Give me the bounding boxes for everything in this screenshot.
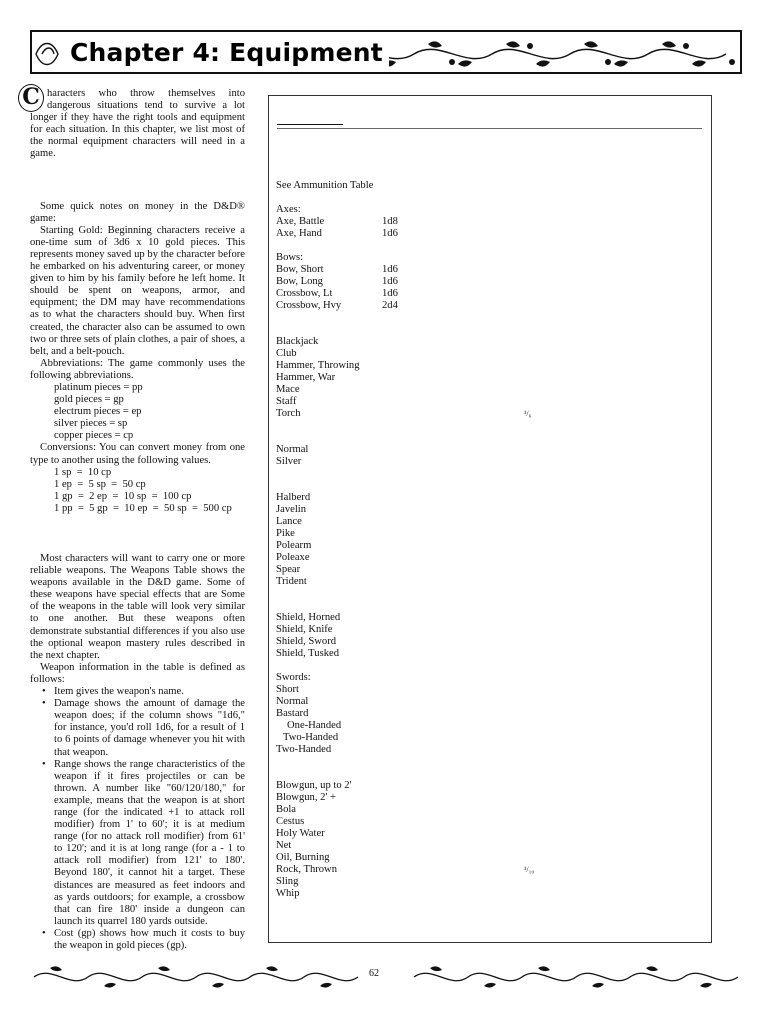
table-item-cell: Blackjack (276, 336, 319, 347)
table-item-cell: Trident (276, 576, 307, 587)
table-row (276, 636, 336, 648)
table-item-cell: Net (276, 840, 292, 851)
table-row (276, 516, 302, 528)
conversion-line: 1 gp = 2 ep = 10 sp = 100 cp (54, 490, 192, 502)
table-item-cell: Club (276, 348, 297, 359)
table-row (276, 648, 339, 660)
body-text-column (22, 84, 245, 952)
table-row (276, 444, 308, 456)
list-item: • Damage shows the amount of damage the weapon does; if the column shows "1d6," for instance, you'd roll 1d6, for a result of 1 to 6 points of damage whenever you hit with that weapon. (42, 698, 245, 758)
table-row (276, 180, 373, 192)
table-item-cell: Crossbow, Hvy (276, 300, 342, 311)
conversion-line: 1 sp = 10 cp (54, 466, 112, 478)
table-item-cell: Shield, Knife (276, 624, 333, 635)
table-item-cell: Javelin (276, 504, 307, 515)
table-row (276, 852, 330, 864)
table-item-cell: Sling (276, 876, 299, 887)
weapons-table (268, 95, 712, 943)
table-row (276, 396, 296, 408)
table-row (276, 552, 310, 564)
table-damage-cell: 1d6 (382, 276, 398, 287)
table-row (276, 360, 360, 372)
chapter-title: Chapter 4: Equipment (70, 37, 383, 67)
table-item-cell: Two-Handed (283, 732, 339, 743)
table-row (276, 576, 307, 588)
table-item-cell: Bastard (276, 708, 309, 719)
table-item-cell: Shield, Horned (276, 612, 341, 623)
chapter-banner (30, 30, 742, 74)
footer-vine-ornament-icon (30, 962, 742, 992)
abbreviation-line: platinum pieces = pp (54, 381, 143, 393)
abbreviation-line: gold pieces = gp (54, 394, 124, 406)
table-row (283, 732, 338, 744)
table-row (276, 744, 331, 756)
table-item-cell: Spear (276, 564, 301, 575)
table-row (276, 276, 398, 288)
table-item-cell: Shield, Sword (276, 636, 337, 647)
table-item-cell: Crossbow, Lt (276, 288, 333, 299)
abbreviations-paragraph: Abbreviations: The game commonly uses the following abbreviations. (30, 357, 245, 381)
table-item-cell: Bows: (276, 252, 304, 263)
table-item-cell: Short (276, 684, 299, 695)
table-row (276, 492, 310, 504)
table-item-cell: Blowgun, 2' + (276, 792, 336, 803)
conversions-paragraph: Conversions: You can convert money from one type to another using the following values. (30, 442, 245, 466)
table-row (276, 792, 336, 804)
table-item-cell: Normal (276, 696, 309, 707)
table-damage-cell: 1d6 (382, 288, 398, 299)
table-row (276, 504, 306, 516)
table-row (276, 372, 335, 384)
table-item-cell: Shield, Tusked (276, 648, 339, 659)
table-row (276, 540, 311, 552)
table-item-cell: Hammer, Throwing (276, 360, 360, 371)
table-item-cell: Pike (276, 528, 295, 539)
table-item-cell: Swords: (276, 672, 311, 683)
money-intro: Some quick notes on money in the D&D® game: (30, 200, 245, 224)
table-item-cell: Whip (276, 888, 300, 899)
table-item-cell: Cestus (276, 816, 305, 827)
table-item-cell: Torch (276, 408, 301, 419)
list-item: • Item gives the weapon's name. (42, 686, 245, 698)
table-row (276, 876, 298, 888)
table-row (276, 204, 301, 216)
table-row (276, 348, 297, 360)
table-item-cell: Bola (276, 804, 297, 815)
table-row (276, 684, 299, 696)
table-header-divider (277, 128, 702, 129)
table-item-cell: One-Handed (287, 720, 342, 731)
table-row (276, 816, 304, 828)
table-item-cell: Staff (276, 396, 297, 407)
table-row (276, 672, 311, 684)
table-row (276, 780, 351, 792)
abbreviation-line: silver pieces = sp (54, 418, 128, 430)
page-number: 62 (366, 968, 382, 979)
table-item-cell: Normal (276, 444, 309, 455)
table-row (276, 696, 308, 708)
table-item-cell: Axe, Battle (276, 216, 325, 227)
table-damage-cell: 1d6 (382, 228, 398, 239)
table-row (276, 564, 300, 576)
table-item-cell: Halberd (276, 492, 311, 503)
abbreviation-line: copper pieces = cp (54, 430, 134, 442)
table-row (276, 336, 318, 348)
table-row (276, 528, 295, 540)
table-row (276, 252, 303, 264)
table-fraction-cell: ¹/₁₀ (524, 865, 535, 874)
table-row (276, 612, 340, 624)
page-footer (30, 962, 742, 992)
table-item-cell: Bow, Long (276, 276, 323, 287)
table-item-cell: Silver (276, 456, 302, 467)
table-item-cell: Hammer, War (276, 372, 336, 383)
table-item-cell: Lance (276, 516, 302, 527)
table-item-cell: Bow, Short (276, 264, 324, 275)
table-damage-cell: 1d6 (382, 264, 398, 275)
table-row (276, 228, 398, 240)
table-row (276, 888, 300, 900)
table-item-cell: Poleaxe (276, 552, 310, 563)
table-item-cell: Two-Handed (276, 744, 332, 755)
conversion-line: 1 ep = 5 sp = 50 cp (54, 478, 146, 490)
abbreviation-line: electrum pieces = ep (54, 406, 142, 418)
table-row (276, 624, 333, 636)
table-row (276, 456, 301, 468)
starting-gold-paragraph: Starting Gold: Beginning characters receive a one-time sum of 3d6 x 10 gold pieces. This represents money saved up by the character before he embarked on his adventuring career, or money given to him by his family before he left home. It should be spent on weapons, armor, and equipment; the DM may have recommendations as to what the characters should buy. When first created, the character also can be assumed to own two or three sets of plain clothes, a pair of shoes, a belt, and a belt-pouch. (30, 224, 245, 357)
list-item: • Range shows the range characteristics of the weapon if it fires projectiles or can be thrown. A number like "60/120/180," for example, means that the weapon is at short range (for the indicated +1 to attack roll modifier) from 1' to 60'; it is at medium range (for no attack roll modifier) from 61' to 120'; and it is at long range (for a - 1 to attack roll modifier) from 121' to 180'. Beyond 180', it cannot hit a target. These distances are measured as feet indoors and as yards outdoors; for example, a crossbow that can fire 180' inside a dungeon can launch its quarrel 180 yards outside. (42, 759, 245, 928)
table-row (276, 408, 532, 420)
table-row (276, 840, 291, 852)
table-row (287, 720, 341, 732)
table-row (276, 216, 398, 228)
conversion-line: 1 pp = 5 gp = 10 ep = 50 sp = 500 cp (54, 502, 232, 514)
table-item-cell: Polearm (276, 540, 312, 551)
table-row (276, 288, 398, 300)
table-item-cell: Rock, Thrown (276, 864, 338, 875)
table-fraction-cell: ¹/₆ (524, 409, 532, 418)
table-item-cell: Mace (276, 384, 300, 395)
table-row (276, 300, 398, 312)
table-row (276, 264, 398, 276)
table-damage-cell: 1d8 (382, 216, 398, 227)
weapon-info-list (30, 686, 245, 952)
table-row (276, 864, 535, 876)
table-row (276, 708, 308, 720)
table-row (276, 828, 325, 840)
table-row (276, 804, 296, 816)
table-damage-cell: 2d4 (382, 300, 398, 311)
table-item-cell: Oil, Burning (276, 852, 330, 863)
dropcap-letter: C (18, 84, 44, 112)
weapon-info-paragraph: Weapon information in the table is defined as follows: (30, 661, 245, 685)
table-item-cell: Blowgun, up to 2' (276, 780, 352, 791)
intro-text: haracters who throw themselves into dangerous situations tend to survive a lot longer if they have the right tools and equipment for each situation. In this chapter, we list most of the normal equipment characters will need in a game. (30, 88, 245, 160)
table-row (276, 384, 300, 396)
table-item-cell: See Ammunition Table (276, 180, 374, 191)
table-item-cell: Axe, Hand (276, 228, 322, 239)
intro-paragraph (22, 84, 245, 161)
table-header-rule (277, 124, 343, 125)
chapter-title-box (64, 34, 389, 70)
weapons-paragraph: Most characters will want to carry one or more reliable weapons. The Weapons Table shows the weapons available in the D&D game. Some of these weapons have special effects that are Some of the weapons in the table will look very similar to one another. But these weapons often demonstrate substantial differences if you also use the optional weapon mastery rules described in the next chapter. (30, 553, 245, 661)
table-item-cell: Axes: (276, 204, 301, 215)
list-item: • Cost (gp) shows how much it costs to buy the weapon in gold pieces (gp). (42, 928, 245, 952)
table-item-cell: Holy Water (276, 828, 325, 839)
